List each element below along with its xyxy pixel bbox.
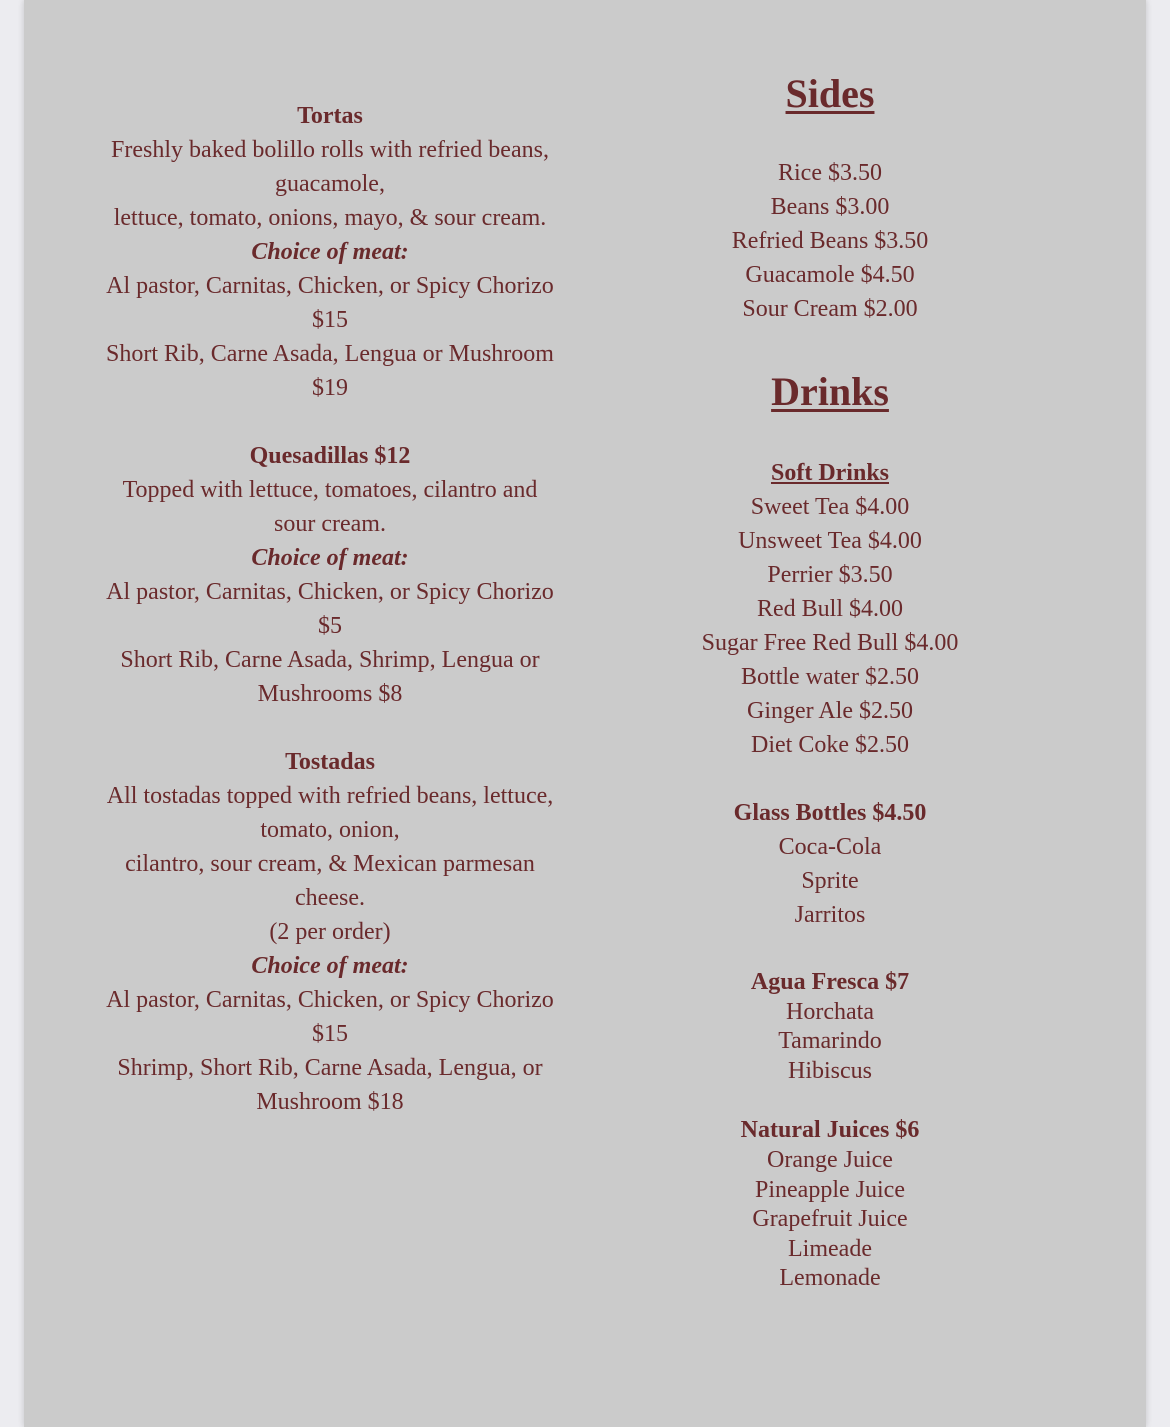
drink-item: Grapefruit Juice	[752, 1206, 908, 1233]
tortas-meat-price: $19	[312, 375, 348, 401]
drink-item: Hibiscus	[788, 1057, 872, 1084]
side-item: Guacamole $4.50	[745, 262, 915, 288]
drinks-heading: Drinks	[771, 369, 889, 414]
quesadillas-section	[24, 439, 636, 711]
quesadillas-description: Topped with lettuce, tomatoes, cilantro and	[122, 477, 538, 503]
quesadillas-meat-price: $5	[318, 613, 342, 639]
drink-item: Diet Coke $2.50	[751, 732, 909, 758]
quesadillas-description: sour cream.	[274, 511, 386, 537]
quesadillas-meat-price: Mushrooms $8	[257, 681, 403, 707]
menu-page	[24, 0, 1146, 1427]
drink-item: Sprite	[801, 868, 859, 894]
side-item: Beans $3.00	[770, 194, 890, 220]
drink-item: Limeade	[788, 1235, 872, 1262]
glass-bottles-heading: Glass Bottles $4.50	[733, 800, 927, 826]
tostadas-description: tomato, onion,	[260, 817, 400, 843]
quesadillas-choice-label: Choice of meat:	[251, 545, 409, 571]
soft-drinks-heading: Soft Drinks	[770, 460, 890, 486]
tortas-title: Tortas	[297, 103, 363, 129]
drink-item: Pineapple Juice	[755, 1176, 905, 1203]
drink-item: Orange Juice	[767, 1146, 893, 1173]
tostadas-description: (2 per order)	[269, 919, 391, 945]
tostadas-title: Tostadas	[285, 749, 375, 775]
agua-fresca-section	[580, 968, 1080, 1086]
tortas-description: Freshly baked bolillo rolls with refried beans,	[111, 137, 549, 163]
drink-item: Sweet Tea $4.00	[750, 494, 910, 520]
drink-item: Red Bull $4.00	[756, 596, 903, 622]
side-item: Sour Cream $2.00	[742, 296, 918, 322]
agua-fresca-heading: Agua Fresca $7	[750, 969, 910, 995]
tostadas-choice-label: Choice of meat:	[251, 953, 409, 979]
drink-item: Coca-Cola	[778, 834, 882, 860]
tortas-meat-option: Al pastor, Carnitas, Chicken, or Spicy Chorizo	[106, 273, 554, 299]
glass-bottles-section	[580, 796, 1080, 932]
tortas-section	[24, 99, 636, 405]
tostadas-description: cheese.	[295, 885, 365, 911]
natural-juices-heading: Natural Juices $6	[740, 1117, 920, 1144]
drink-item: Horchata	[786, 998, 874, 1025]
side-item: Rice $3.50	[778, 160, 882, 186]
side-item: Refried Beans $3.50	[731, 228, 929, 254]
tostadas-description: cilantro, sour cream, & Mexican parmesan	[125, 851, 535, 877]
tortas-meat-price: $15	[312, 307, 348, 333]
drink-item: Sugar Free Red Bull $4.00	[701, 630, 959, 656]
quesadillas-meat-option: Short Rib, Carne Asada, Shrimp, Lengua or	[120, 647, 540, 673]
tostadas-meat-option: Shrimp, Short Rib, Carne Asada, Lengua, or	[117, 1055, 543, 1081]
quesadillas-title: Quesadillas $12	[249, 443, 411, 469]
tostadas-section	[24, 745, 636, 1119]
tortas-description: guacamole,	[275, 171, 385, 197]
drink-item: Unsweet Tea $4.00	[738, 528, 922, 554]
tortas-meat-option: Short Rib, Carne Asada, Lengua or Mushroom	[106, 341, 554, 367]
tostadas-meat-price: Mushroom $18	[256, 1089, 404, 1115]
drink-item: Bottle water $2.50	[741, 664, 919, 690]
drink-item: Ginger Ale $2.50	[747, 698, 913, 724]
sides-drinks-column	[580, 66, 1080, 1294]
drink-item: Jarritos	[794, 902, 866, 928]
tostadas-description: All tostadas topped with refried beans, lettuce,	[106, 783, 554, 809]
sides-list	[580, 156, 1080, 326]
drink-item: Tamarindo	[778, 1028, 882, 1055]
natural-juices-section	[580, 1116, 1080, 1294]
tortas-description: lettuce, tomato, onions, mayo, & sour cream.	[113, 205, 547, 231]
tostadas-meat-price: $15	[312, 1021, 348, 1047]
drink-item: Perrier $3.50	[767, 562, 893, 588]
sides-heading: Sides	[785, 71, 875, 116]
soft-drinks-section	[580, 456, 1080, 762]
tortas-choice-label: Choice of meat:	[251, 239, 409, 265]
food-column	[24, 99, 636, 1119]
tostadas-meat-option: Al pastor, Carnitas, Chicken, or Spicy Chorizo	[106, 987, 554, 1013]
drink-item: Lemonade	[779, 1265, 881, 1292]
quesadillas-meat-option: Al pastor, Carnitas, Chicken, or Spicy Chorizo	[106, 579, 554, 605]
